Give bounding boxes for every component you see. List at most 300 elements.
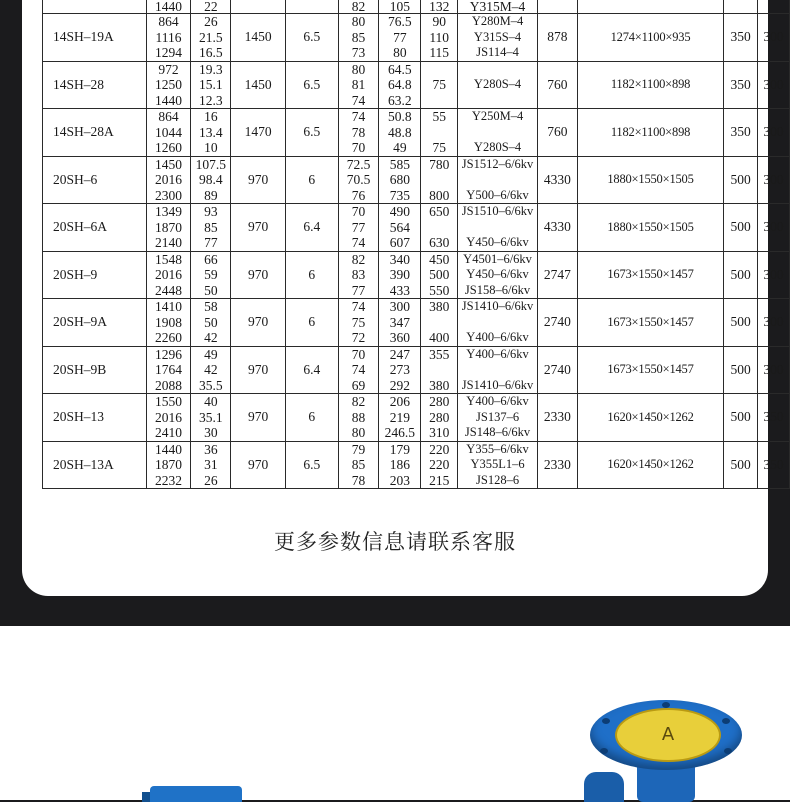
d2-cell: 350 xyxy=(758,394,790,442)
eff-line: 85 xyxy=(351,29,366,45)
power-line: 800 xyxy=(429,187,450,203)
motor-line: Y280S–4 xyxy=(473,140,522,154)
flow-line: 1908 xyxy=(155,314,183,330)
power-line: 380 xyxy=(429,377,450,393)
head-cell xyxy=(191,346,231,394)
flow-cell xyxy=(146,394,191,442)
flow-line: 1116 xyxy=(155,29,182,45)
npsh-cell: 6 xyxy=(286,251,339,299)
shaft-line: 340 xyxy=(389,251,410,267)
model-cell: 20SH–9 xyxy=(43,251,147,299)
motor-line xyxy=(458,220,537,236)
motor-cell xyxy=(458,299,538,347)
dims-cell: 1880×1550×1505 xyxy=(577,204,723,252)
head-line: 40 xyxy=(204,394,218,409)
motor-line: Y280M–4 xyxy=(471,14,524,28)
head-line: 85 xyxy=(204,219,218,235)
eff-line: 70 xyxy=(351,140,366,155)
table-row xyxy=(43,204,790,252)
flow-cell: 1440 xyxy=(146,0,191,14)
shaft-line: 564 xyxy=(389,219,410,235)
speed-cell: 970 xyxy=(231,441,286,489)
motor-line: JS1512–6/6kv xyxy=(461,156,534,171)
eff-line: 78 xyxy=(351,472,366,488)
power-line xyxy=(421,220,457,236)
table-row xyxy=(43,109,790,157)
eff-line: 81 xyxy=(351,77,366,92)
power-line xyxy=(421,362,457,378)
npsh-cell: 6 xyxy=(286,394,339,442)
flow-line: 2300 xyxy=(155,187,183,203)
flow-line: 2232 xyxy=(155,472,183,488)
motor-line: JS148–6/6kv xyxy=(464,425,531,439)
power-line: 355 xyxy=(429,346,450,362)
eff-line: 88 xyxy=(351,409,366,425)
d1-cell: 500 xyxy=(724,156,758,204)
head-line: 107.5 xyxy=(195,156,227,172)
flow-line: 1870 xyxy=(155,219,183,235)
power-line: 280 xyxy=(429,394,450,409)
head-line: 30 xyxy=(204,425,218,440)
flow-cell xyxy=(146,61,191,109)
eff-cell xyxy=(338,394,379,442)
head-line: 26 xyxy=(204,14,218,29)
flange-bolt xyxy=(662,702,670,708)
motor-line: Y400–6/6kv xyxy=(466,346,529,361)
weight-cell: 878 xyxy=(538,14,578,62)
head-line: 89 xyxy=(204,187,218,203)
flow-line: 2410 xyxy=(155,425,183,440)
flow-line: 1250 xyxy=(155,77,183,92)
flow-line: 1870 xyxy=(155,457,183,472)
eff-line: 82 xyxy=(351,394,366,409)
shaft-line: 585 xyxy=(389,156,410,172)
power-cell xyxy=(421,61,458,109)
table-row xyxy=(43,394,790,442)
table-row xyxy=(43,156,790,204)
power-line: 630 xyxy=(429,235,450,250)
shaft-line: 186 xyxy=(389,457,410,472)
flange-bolt xyxy=(602,718,610,724)
shaft-line: 680 xyxy=(389,172,410,187)
head-cell xyxy=(191,61,231,109)
model-cell: 20SH–13A xyxy=(43,441,147,489)
table-row-partial xyxy=(43,0,790,14)
power-line xyxy=(421,62,457,78)
shaft-cell xyxy=(379,156,421,204)
shaft-line: 48.8 xyxy=(388,124,412,140)
model-cell: 14SH–28A xyxy=(43,109,147,157)
dims-cell: 1673×1550×1457 xyxy=(577,346,723,394)
head-line: 21.5 xyxy=(199,29,223,45)
shaft-line: 300 xyxy=(389,299,410,314)
flow-line: 864 xyxy=(158,109,179,124)
shaft-line: 273 xyxy=(389,362,410,377)
power-line xyxy=(421,125,457,141)
flange-bolt xyxy=(722,718,730,724)
flow-line: 2016 xyxy=(155,409,183,425)
shaft-line: 347 xyxy=(389,314,410,330)
shaft-cell xyxy=(379,109,421,157)
weight-cell: 2747 xyxy=(538,251,578,299)
flow-line: 1548 xyxy=(155,251,183,267)
head-line: 50 xyxy=(204,282,218,298)
eff-line: 77 xyxy=(351,219,366,235)
flow-cell xyxy=(146,441,191,489)
flow-line: 2140 xyxy=(155,235,183,250)
flow-line: 2016 xyxy=(155,267,183,282)
shaft-line: 203 xyxy=(389,472,410,488)
d1-cell: 500 xyxy=(724,299,758,347)
flow-cell xyxy=(146,156,191,204)
power-cell xyxy=(421,204,458,252)
shaft-line: 63.2 xyxy=(388,92,412,108)
d1-cell: 350 xyxy=(724,109,758,157)
shaft-cell xyxy=(379,251,421,299)
motor-line: JS128–6 xyxy=(476,472,520,487)
weight-cell: 2740 xyxy=(538,346,578,394)
power-cell xyxy=(421,441,458,489)
flow-line: 864 xyxy=(158,14,179,29)
flow-line: 1296 xyxy=(155,346,183,362)
flow-line: 1349 xyxy=(155,204,183,219)
motor-line xyxy=(458,62,537,78)
head-cell xyxy=(191,204,231,252)
weight-cell: 2330 xyxy=(538,441,578,489)
flow-line: 1440 xyxy=(155,92,183,108)
npsh-cell: 6.4 xyxy=(286,346,339,394)
power-cell: 132 xyxy=(421,0,458,14)
head-cell xyxy=(191,299,231,347)
eff-cell: 82 xyxy=(338,0,379,14)
table-row xyxy=(43,251,790,299)
shaft-line: 607 xyxy=(389,235,410,250)
motor-cell xyxy=(458,394,538,442)
flange-bolt xyxy=(600,748,608,754)
head-line: 31 xyxy=(204,457,218,472)
power-line xyxy=(421,315,457,331)
flow-cell xyxy=(146,204,191,252)
npsh-cell: 6.5 xyxy=(286,441,339,489)
power-line: 380 xyxy=(429,299,450,314)
motor-cell xyxy=(458,441,538,489)
eff-cell xyxy=(338,156,379,204)
model-cell: 20SH–9A xyxy=(43,299,147,347)
weight-cell: 2740 xyxy=(538,299,578,347)
power-line xyxy=(421,172,457,188)
eff-line: 85 xyxy=(351,457,366,472)
dims-cell: 1620×1450×1262 xyxy=(577,394,723,442)
eff-line: 80 xyxy=(351,425,366,440)
motor-cell xyxy=(458,156,538,204)
power-cell xyxy=(421,346,458,394)
head-line: 36 xyxy=(204,441,218,457)
shaft-line: 49 xyxy=(393,140,407,155)
motor-line: Y450–6/6kv xyxy=(466,235,529,249)
power-line: 75 xyxy=(432,77,446,92)
shaft-line: 219 xyxy=(389,409,410,425)
motor-cell xyxy=(458,61,538,109)
power-line: 450 xyxy=(429,251,450,267)
motor-line: Y500–6/6kv xyxy=(466,187,529,202)
shaft-line: 64.8 xyxy=(388,77,412,92)
power-line xyxy=(421,93,457,109)
spec-table xyxy=(42,0,790,489)
shaft-line: 80 xyxy=(393,45,407,60)
head-line: 13.4 xyxy=(199,124,223,140)
eff-line: 69 xyxy=(351,377,366,393)
d1-cell: 500 xyxy=(724,204,758,252)
motor-line xyxy=(458,315,537,331)
speed-cell: 970 xyxy=(231,299,286,347)
motor-line: Y450–6/6kv xyxy=(466,267,529,281)
dims-cell: 1182×1100×898 xyxy=(577,109,723,157)
flow-line: 2260 xyxy=(155,330,183,345)
eff-line: 74 xyxy=(351,235,366,250)
flow-cell xyxy=(146,299,191,347)
head-line: 59 xyxy=(204,267,218,282)
power-line: 215 xyxy=(429,472,450,488)
head-line: 35.5 xyxy=(199,377,223,393)
motor-cell xyxy=(458,14,538,62)
dims-cell: 1673×1550×1457 xyxy=(577,299,723,347)
speed-cell: 970 xyxy=(231,251,286,299)
head-line: 10 xyxy=(204,140,218,155)
shaft-line: 735 xyxy=(389,187,410,203)
head-line: 66 xyxy=(204,251,218,267)
motor-line xyxy=(458,125,537,141)
eff-cell xyxy=(338,441,379,489)
shaft-cell xyxy=(379,441,421,489)
head-cell xyxy=(191,156,231,204)
motor-line xyxy=(458,93,537,109)
motor-line: Y280S–4 xyxy=(473,77,522,91)
flow-line: 972 xyxy=(158,61,179,77)
d2-cell: 300 xyxy=(758,109,790,157)
power-line: 220 xyxy=(429,441,450,457)
shaft-line: 50.8 xyxy=(388,109,412,124)
flange-cover xyxy=(615,708,721,762)
d2-cell: 300 xyxy=(758,61,790,109)
eff-line: 80 xyxy=(351,61,366,77)
flow-line: 1294 xyxy=(155,45,183,60)
flow-cell xyxy=(146,346,191,394)
npsh-cell: 6 xyxy=(286,299,339,347)
flow-cell xyxy=(146,251,191,299)
head-line: 58 xyxy=(204,299,218,314)
eff-line: 78 xyxy=(351,124,366,140)
power-line: 90 xyxy=(432,14,446,29)
table-row xyxy=(43,441,790,489)
eff-cell xyxy=(338,299,379,347)
head-line: 15.1 xyxy=(199,77,223,92)
eff-line: 73 xyxy=(351,45,366,60)
motor-cell xyxy=(458,204,538,252)
d2-cell: 300 xyxy=(758,251,790,299)
head-cell xyxy=(191,251,231,299)
model-cell: 20SH–9B xyxy=(43,346,147,394)
head-line: 49 xyxy=(204,346,218,362)
eff-line: 70.5 xyxy=(346,172,371,187)
speed-cell: 970 xyxy=(231,204,286,252)
power-line: 550 xyxy=(429,282,450,298)
head-cell xyxy=(191,109,231,157)
head-line: 42 xyxy=(204,330,218,345)
flow-line: 2016 xyxy=(155,172,183,187)
flange-bolt xyxy=(724,748,732,754)
shaft-cell xyxy=(379,204,421,252)
weight-cell: 4330 xyxy=(538,156,578,204)
head-line: 19.3 xyxy=(199,61,223,77)
dims-cell: 1620×1450×1262 xyxy=(577,441,723,489)
npsh-cell: 6.5 xyxy=(286,14,339,62)
power-line: 220 xyxy=(429,457,450,472)
speed-cell: 970 xyxy=(231,346,286,394)
model-cell: 14SH–19A xyxy=(43,14,147,62)
d2-cell: 300 xyxy=(758,204,790,252)
motor-line: Y355L1–6 xyxy=(470,457,525,471)
motor-line: Y400–6/6kv xyxy=(466,394,529,408)
eff-cell xyxy=(338,14,379,62)
flow-line: 1440 xyxy=(155,441,183,457)
eff-cell xyxy=(338,109,379,157)
npsh-cell: 6 xyxy=(286,156,339,204)
shaft-cell xyxy=(379,299,421,347)
shaft-line: 77 xyxy=(393,29,407,45)
d1-cell: 350 xyxy=(724,61,758,109)
motor-line: Y4501–6/6kv xyxy=(463,251,532,266)
eff-line: 72.5 xyxy=(346,156,371,172)
head-line: 42 xyxy=(204,362,218,377)
shaft-cell xyxy=(379,394,421,442)
power-line: 400 xyxy=(429,330,450,345)
flow-cell xyxy=(146,109,191,157)
dims-cell: 1673×1550×1457 xyxy=(577,251,723,299)
d1-cell: 500 xyxy=(724,251,758,299)
shaft-line: 76.5 xyxy=(388,14,412,29)
table-row xyxy=(43,61,790,109)
power-cell xyxy=(421,251,458,299)
power-cell xyxy=(421,109,458,157)
model-cell: 20SH–6A xyxy=(43,204,147,252)
motor-line: JS114–4 xyxy=(476,45,519,59)
power-line: 280 xyxy=(429,409,450,425)
power-cell xyxy=(421,14,458,62)
eff-line: 83 xyxy=(351,267,366,282)
motor-line: JS158–6/6kv xyxy=(464,282,531,297)
motor-cell xyxy=(458,251,538,299)
eff-line: 80 xyxy=(351,14,366,29)
eff-line: 77 xyxy=(351,282,366,298)
d2-cell: 350 xyxy=(758,441,790,489)
d2-cell: 300 xyxy=(758,346,790,394)
contact-note: 更多参数信息请联系客服 xyxy=(274,530,516,554)
speed-cell: 970 xyxy=(231,156,286,204)
eff-cell xyxy=(338,204,379,252)
table-row xyxy=(43,346,790,394)
flow-line: 1260 xyxy=(155,140,183,155)
eff-line: 79 xyxy=(351,441,366,457)
head-line: 77 xyxy=(204,235,218,250)
power-line: 500 xyxy=(429,267,450,282)
motor-cell xyxy=(458,346,538,394)
eff-line: 74 xyxy=(351,299,366,314)
model-cell: 20SH–13 xyxy=(43,394,147,442)
motor-line: JS1410–6/6kv xyxy=(461,377,534,392)
power-cell xyxy=(421,394,458,442)
shaft-line: 246.5 xyxy=(384,425,416,440)
flow-cell xyxy=(146,14,191,62)
head-cell xyxy=(191,394,231,442)
motor-line: Y355–6/6kv xyxy=(466,441,529,456)
eff-line: 70 xyxy=(351,204,366,219)
model-cell: 20SH–6 xyxy=(43,156,147,204)
d2-cell: 300 xyxy=(758,156,790,204)
shaft-line: 206 xyxy=(389,394,410,409)
dims-cell: 1274×1100×935 xyxy=(577,14,723,62)
d1-cell: 350 xyxy=(724,14,758,62)
shaft-line: 433 xyxy=(389,282,410,298)
shaft-cell xyxy=(379,61,421,109)
speed-cell: 970 xyxy=(231,394,286,442)
npsh-cell: 6.5 xyxy=(286,109,339,157)
eff-line: 74 xyxy=(351,92,366,108)
speed-cell: 1450 xyxy=(231,61,286,109)
npsh-cell: 6.4 xyxy=(286,204,339,252)
shaft-line: 390 xyxy=(389,267,410,282)
power-line: 780 xyxy=(429,156,450,172)
flow-line: 1044 xyxy=(155,124,183,140)
head-cell xyxy=(191,14,231,62)
npsh-cell: 6.5 xyxy=(286,61,339,109)
dims-cell: 1880×1550×1505 xyxy=(577,156,723,204)
shaft-line: 247 xyxy=(389,346,410,362)
motor-line xyxy=(458,172,537,188)
weight-cell: 760 xyxy=(538,61,578,109)
shaft-line: 179 xyxy=(389,441,410,457)
shaft-line: 360 xyxy=(389,330,410,345)
eff-line: 70 xyxy=(351,346,366,362)
head-line: 16 xyxy=(204,109,218,124)
flow-line: 1550 xyxy=(155,394,183,409)
d2-cell: 300 xyxy=(758,299,790,347)
eff-cell xyxy=(338,346,379,394)
flow-line: 2088 xyxy=(155,377,183,393)
flow-line: 1450 xyxy=(155,156,183,172)
motor-cell xyxy=(458,109,538,157)
shaft-line: 490 xyxy=(389,204,410,219)
weight-cell: 760 xyxy=(538,109,578,157)
shaft-line: 64.5 xyxy=(388,61,412,77)
head-line: 16.5 xyxy=(199,45,223,60)
shaft-line: 292 xyxy=(389,377,410,393)
table-row xyxy=(43,299,790,347)
head-line: 98.4 xyxy=(199,172,223,187)
model-cell: 14SH–28 xyxy=(43,61,147,109)
head-line: 35.1 xyxy=(199,409,223,425)
flow-line: 1764 xyxy=(155,362,183,377)
power-line: 55 xyxy=(432,109,446,124)
motor-line: Y250M–4 xyxy=(471,109,524,123)
head-line: 93 xyxy=(204,204,218,219)
head-line: 26 xyxy=(204,472,218,488)
shaft-cell xyxy=(379,14,421,62)
motor-line: JS1410–6/6kv xyxy=(461,299,534,313)
head-cell: 22 xyxy=(191,0,231,14)
dims-cell: 1182×1100×898 xyxy=(577,61,723,109)
flow-line: 2448 xyxy=(155,282,183,298)
eff-line: 82 xyxy=(351,251,366,267)
